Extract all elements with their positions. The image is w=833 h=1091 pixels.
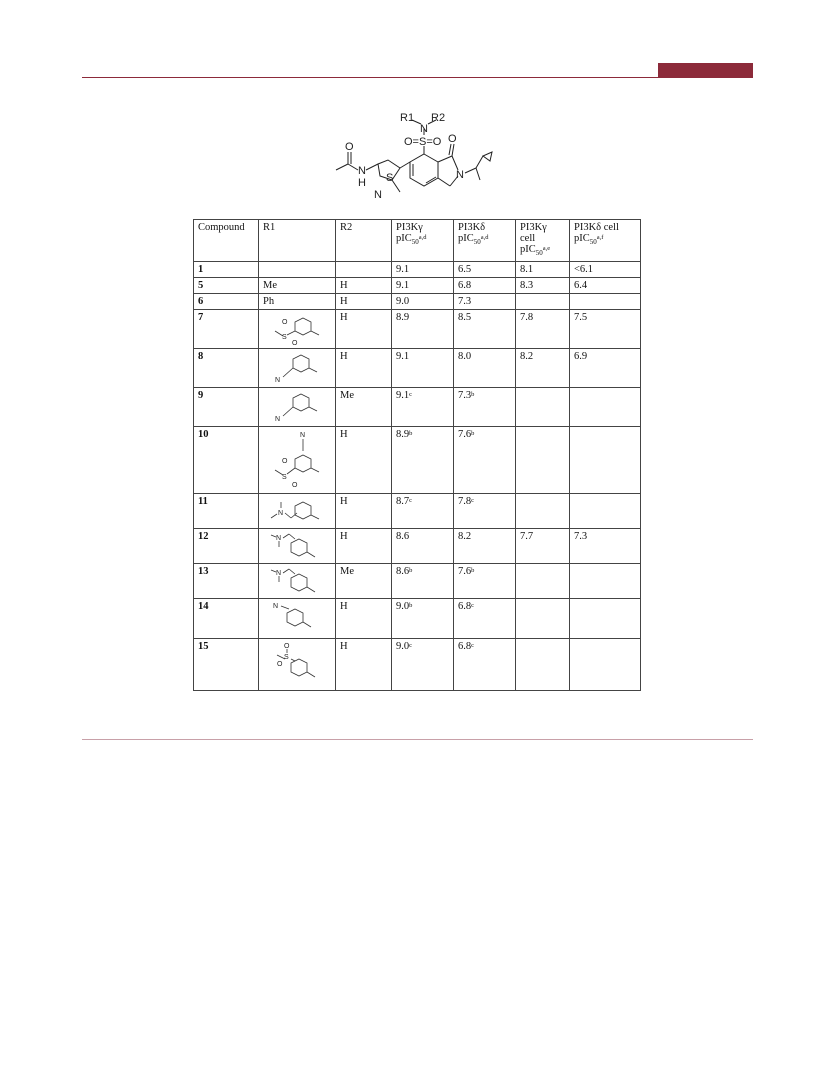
svg-text:O: O (284, 643, 290, 651)
compound-id: 13 (194, 564, 259, 599)
header-accent-block (658, 63, 753, 78)
r1-structure (263, 496, 331, 526)
r2-cell: Me (336, 564, 392, 599)
pi3kd-value: 8.2 (454, 529, 516, 564)
header-rule (82, 77, 753, 78)
scheme-amide-n-label: N (358, 165, 366, 177)
svg-text:O: O (292, 482, 298, 490)
footer-rule (82, 739, 753, 740)
pi3kd-cell-value (570, 294, 641, 310)
svg-text:S: S (282, 334, 287, 342)
pi3kd-value: 6.5 (454, 262, 516, 278)
r1-cell (259, 529, 336, 564)
r2-cell: H (336, 599, 392, 639)
pi3kg-value: 9.0$^c$ (392, 639, 454, 691)
header-pi3kg-cell: PI3Kγ cell pIC$_{50}^{a,e}$ (516, 220, 570, 262)
scheme-acetyl-o-label: O (345, 141, 354, 153)
compound-id: 11 (194, 494, 259, 529)
r1-structure (263, 312, 331, 346)
compound-id: 10 (194, 427, 259, 494)
pi3kg-value: 8.9 (392, 310, 454, 349)
r1-structure (263, 641, 331, 683)
table-row (194, 262, 641, 278)
pi3kd-cell-value (570, 388, 641, 427)
r2-cell: H (336, 494, 392, 529)
r2-cell: Me (336, 388, 392, 427)
scheme-r1-label: R1 (400, 112, 415, 124)
scheme-so2-label: O=S=O (404, 136, 442, 148)
table-row (194, 494, 641, 529)
pi3kd-value: 6.8$^c$ (454, 639, 516, 691)
r1-cell (259, 388, 336, 427)
compound-id: 1 (194, 262, 259, 278)
pi3kd-value: 8.0 (454, 349, 516, 388)
compound-id: 5 (194, 278, 259, 294)
svg-text:N: N (273, 603, 279, 611)
svg-text:N: N (300, 432, 306, 440)
pi3kd-cell-value (570, 564, 641, 599)
r1-structure (263, 429, 331, 491)
pi3kg-value: 8.9$^b$ (392, 427, 454, 494)
r1-structure (263, 351, 331, 385)
compound-id: 9 (194, 388, 259, 427)
pi3kd-value: 6.8 (454, 278, 516, 294)
r1-structure (263, 601, 331, 631)
svg-text:O: O (277, 661, 283, 669)
pi3kd-cell-value: 6.9 (570, 349, 641, 388)
pi3kg-value: 9.1 (392, 262, 454, 278)
pi3kd-cell-value (570, 599, 641, 639)
pi3kd-cell-value (570, 639, 641, 691)
header-pi3kd: PI3Kδ pIC$_{50}^{a,d}$ (454, 220, 516, 262)
pi3kd-value: 7.8$^c$ (454, 494, 516, 529)
svg-text:N: N (276, 535, 282, 543)
pi3kg-cell-value: 7.8 (516, 310, 570, 349)
pi3kd-cell-value (570, 427, 641, 494)
r2-cell: H (336, 310, 392, 349)
pi3kg-value: 9.1 (392, 349, 454, 388)
pi3kg-value: 9.0 (392, 294, 454, 310)
pi3kg-value: 9.1$^c$ (392, 388, 454, 427)
r2-cell: H (336, 294, 392, 310)
pi3kg-cell-value (516, 639, 570, 691)
compound-id: 12 (194, 529, 259, 564)
pi3kg-cell-value: 8.3 (516, 278, 570, 294)
header-r2: R2 (336, 220, 392, 262)
scheme-amide-h-label: H (358, 177, 366, 189)
r1-cell (259, 599, 336, 639)
header-r1: R1 (259, 220, 336, 262)
r1-structure (263, 390, 331, 424)
compound-id: 14 (194, 599, 259, 639)
pi3kg-cell-value (516, 388, 570, 427)
svg-text:N: N (278, 510, 284, 518)
header-compound: Compound (194, 220, 259, 262)
pi3kg-cell-value (516, 494, 570, 529)
r1-cell (259, 564, 336, 599)
r1-cell (259, 494, 336, 529)
table-row (194, 529, 641, 564)
header-pi3kd-cell: PI3Kδ cell pIC$_{50}^{a,f}$ (570, 220, 641, 262)
pi3kd-cell-value: <6.1 (570, 262, 641, 278)
r2-cell: H (336, 529, 392, 564)
pi3kd-value: 7.3$^b$ (454, 388, 516, 427)
r1-cell (259, 427, 336, 494)
r1-structure (263, 566, 331, 596)
pi3kg-value: 9.1 (392, 278, 454, 294)
table-row (194, 599, 641, 639)
scheme-thiazole-s-label: S (386, 172, 394, 184)
table-row (194, 388, 641, 427)
pi3kg-cell-value: 8.1 (516, 262, 570, 278)
pi3kg-cell-value (516, 294, 570, 310)
svg-text:N: N (275, 416, 281, 424)
pi3kg-cell-value (516, 564, 570, 599)
scheme-lactam-n-label: N (456, 169, 464, 181)
table-row (194, 427, 641, 494)
pi3kg-cell-value: 7.7 (516, 529, 570, 564)
pi3kd-value: 8.5 (454, 310, 516, 349)
svg-text:N: N (275, 377, 281, 385)
r1-cell: Ph (259, 294, 336, 310)
pi3kd-cell-value: 6.4 (570, 278, 641, 294)
table-header-row (194, 220, 641, 262)
r1-cell: Me (259, 278, 336, 294)
pi3kg-cell-value: 8.2 (516, 349, 570, 388)
table-row (194, 349, 641, 388)
pi3kd-value: 7.6$^b$ (454, 564, 516, 599)
pi3kd-value: 7.6$^b$ (454, 427, 516, 494)
pi3kd-cell-value: 7.3 (570, 529, 641, 564)
scheme-thiazole-n-label: N (374, 189, 382, 201)
sar-table (193, 219, 641, 691)
svg-text:O: O (282, 458, 288, 466)
table-row (194, 294, 641, 310)
pi3kd-cell-value: 7.5 (570, 310, 641, 349)
compound-id: 7 (194, 310, 259, 349)
r2-cell: H (336, 427, 392, 494)
pi3kg-value: 8.6 (392, 529, 454, 564)
r1-cell (259, 349, 336, 388)
svg-text:O: O (292, 340, 298, 347)
header-pi3kg: PI3Kγ pIC$_{50}^{a,d}$ (392, 220, 454, 262)
compound-id: 15 (194, 639, 259, 691)
core-scaffold-structure (328, 108, 508, 218)
pi3kg-value: 8.7$^c$ (392, 494, 454, 529)
r2-cell: H (336, 278, 392, 294)
pi3kg-cell-value (516, 599, 570, 639)
compound-id: 6 (194, 294, 259, 310)
r2-cell: H (336, 349, 392, 388)
svg-text:O: O (282, 319, 288, 327)
svg-text:S: S (282, 474, 287, 482)
scheme-r2-label: R2 (431, 112, 446, 124)
pi3kg-value: 9.0$^b$ (392, 599, 454, 639)
table-row (194, 639, 641, 691)
r1-cell (259, 262, 336, 278)
svg-text:S: S (284, 654, 289, 662)
compound-id: 8 (194, 349, 259, 388)
pi3kd-value: 7.3 (454, 294, 516, 310)
pi3kd-value: 6.8$^c$ (454, 599, 516, 639)
table-row (194, 564, 641, 599)
pi3kd-cell-value (570, 494, 641, 529)
r1-structure (263, 531, 331, 561)
scheme-oxo-label: O (448, 133, 457, 145)
pi3kg-cell-value (516, 427, 570, 494)
table-row (194, 310, 641, 349)
table-row (194, 278, 641, 294)
r2-cell: H (336, 639, 392, 691)
r1-cell (259, 310, 336, 349)
r1-cell (259, 639, 336, 691)
r2-cell (336, 262, 392, 278)
svg-text:N: N (276, 570, 282, 578)
scheme-n-label: N (420, 123, 428, 135)
pi3kg-value: 8.6$^b$ (392, 564, 454, 599)
